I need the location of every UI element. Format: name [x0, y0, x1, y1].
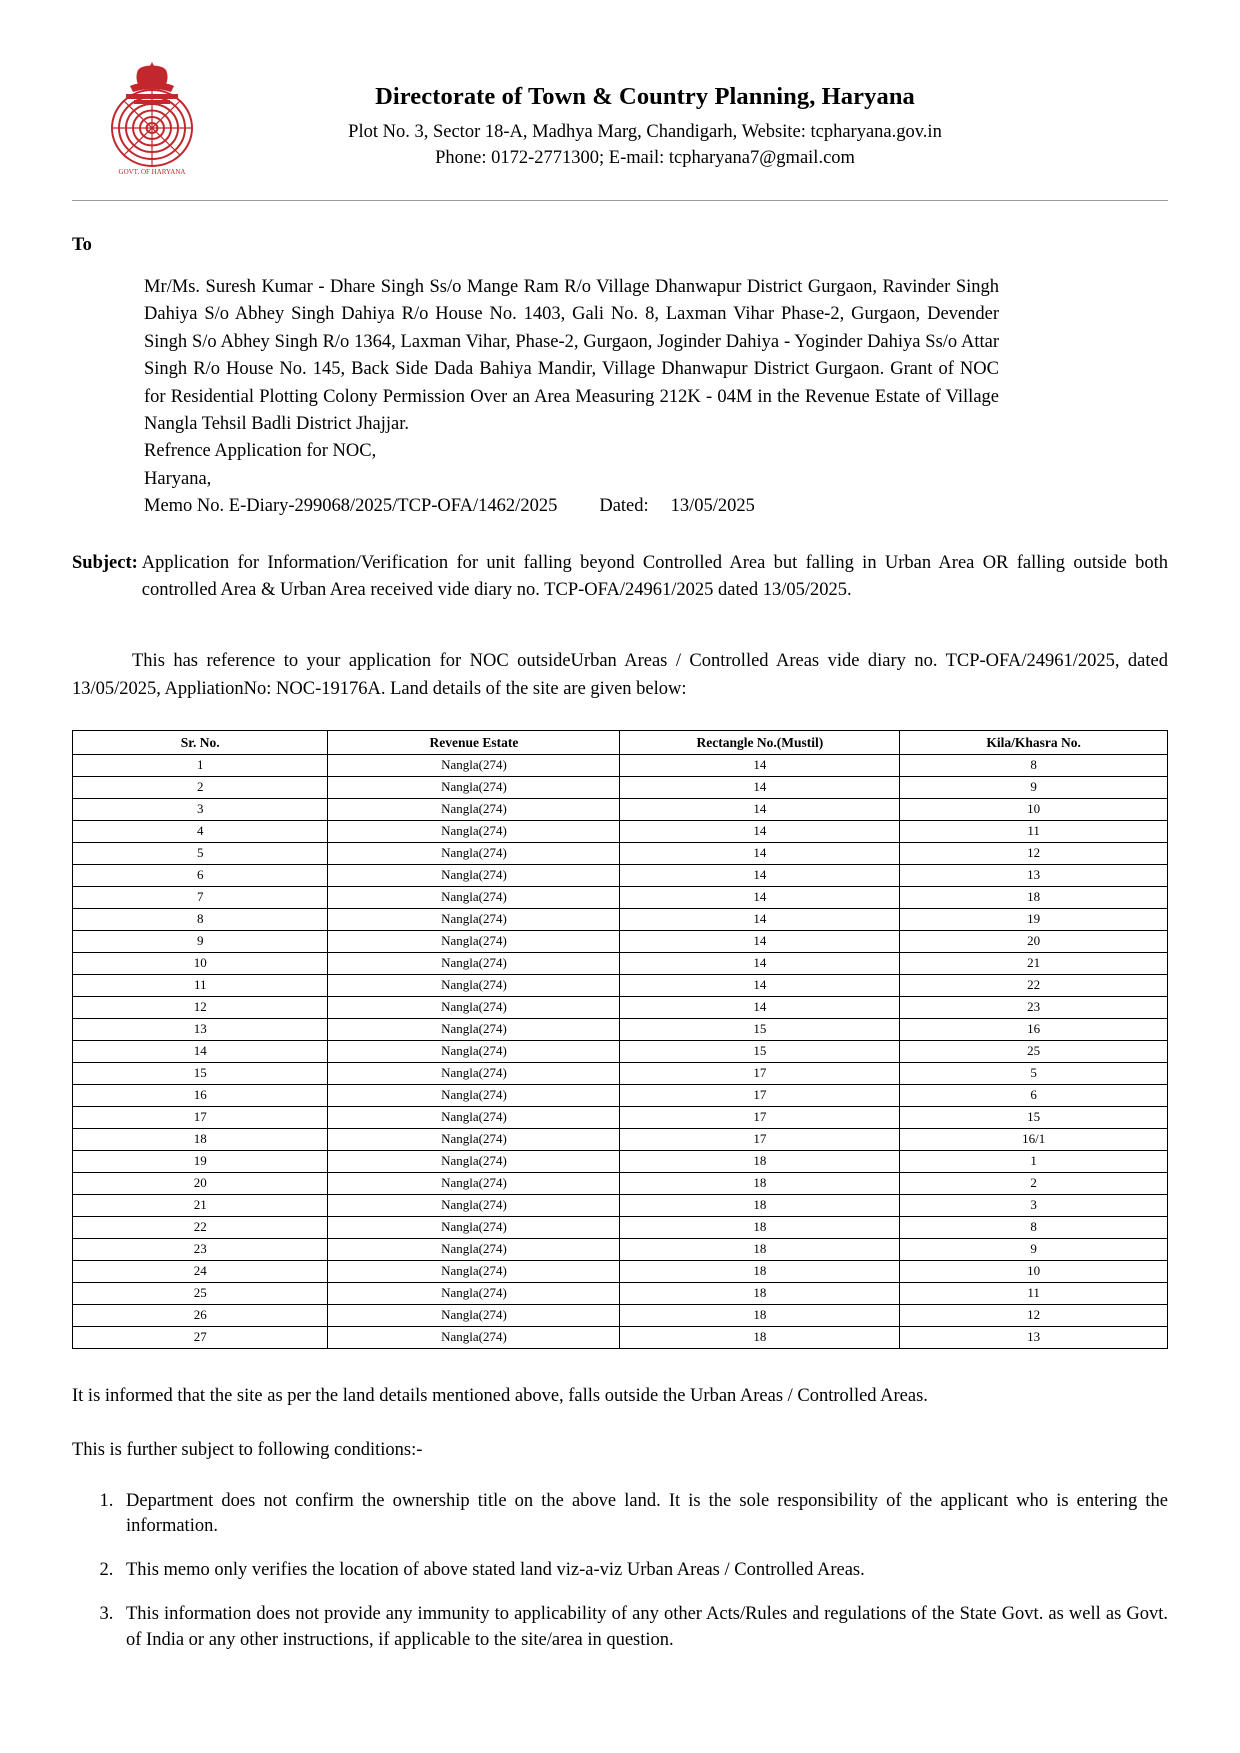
table-cell: Nangla(274) — [328, 997, 620, 1019]
table-cell: Nangla(274) — [328, 975, 620, 997]
table-cell: 18 — [900, 887, 1168, 909]
table-cell: 20 — [73, 1173, 328, 1195]
table-cell: 9 — [900, 1239, 1168, 1261]
table-cell: Nangla(274) — [328, 1107, 620, 1129]
column-header-revenue-estate: Revenue Estate — [328, 730, 620, 755]
column-header-sr-no: Sr. No. — [73, 730, 328, 755]
table-cell: 10 — [73, 953, 328, 975]
memo-number: Memo No. E-Diary-299068/2025/TCP-OFA/1462/2025 — [144, 496, 558, 516]
table-cell: 14 — [620, 887, 900, 909]
table-cell: 22 — [900, 975, 1168, 997]
dated-label: Dated: — [599, 496, 649, 516]
table-cell: Nangla(274) — [328, 1041, 620, 1063]
column-header-kila-khasra-no: Kila/Khasra No. — [900, 730, 1168, 755]
table-row — [73, 997, 1168, 1019]
memo-line — [144, 493, 999, 520]
table-cell: 21 — [900, 953, 1168, 975]
table-cell: Nangla(274) — [328, 1327, 620, 1349]
table-cell: 12 — [900, 843, 1168, 865]
condition-item: 3. This information does not provide any immunity to applicability of any other Acts/Rules and regulations of the State Govt. as well as Govt. of India or any other instructions, if applicable to the site/area in question. — [118, 1602, 1168, 1654]
table-cell: 11 — [73, 975, 328, 997]
table-row — [73, 1063, 1168, 1085]
table-cell: Nangla(274) — [328, 1239, 620, 1261]
svg-text:GOVT. OF HARYANA: GOVT. OF HARYANA — [118, 168, 186, 176]
organization-contact: Phone: 0172-2771300; E-mail: tcpharyana7@gmail.com — [435, 148, 855, 169]
addressee-block — [144, 274, 999, 520]
header-divider — [72, 200, 1168, 201]
state-emblem-icon — [92, 52, 212, 178]
table-row — [73, 799, 1168, 821]
table-cell: 26 — [73, 1305, 328, 1327]
table-cell: 25 — [73, 1283, 328, 1305]
table-cell: Nangla(274) — [328, 1173, 620, 1195]
table-cell: 17 — [620, 1129, 900, 1151]
table-header-row — [73, 730, 1168, 755]
table-cell: 17 — [620, 1063, 900, 1085]
dated-value: 13/05/2025 — [670, 496, 755, 516]
table-cell: 24 — [73, 1261, 328, 1283]
organization-title: Directorate of Town & Country Planning, Haryana — [375, 83, 915, 110]
table-cell: 7 — [73, 887, 328, 909]
table-cell: 18 — [620, 1239, 900, 1261]
table-row — [73, 843, 1168, 865]
subject-text: Application for Information/Verification for unit falling beyond Controlled Area but falling in Urban Area OR falling outside both controlled Area & Urban Area received vide diary no. TCP-OFA/24961/2025 dated 13/05/2025. — [141, 553, 1168, 601]
table-cell: 18 — [73, 1129, 328, 1151]
after-table-note: It is informed that the site as per the land details mentioned above, falls outside the Urban Areas / Controlled Areas. — [72, 1386, 928, 1407]
table-row — [73, 1041, 1168, 1063]
table-cell: 12 — [73, 997, 328, 1019]
table-row — [73, 1107, 1168, 1129]
table-cell: Nangla(274) — [328, 799, 620, 821]
table-cell: 14 — [620, 931, 900, 953]
table-cell: Nangla(274) — [328, 1085, 620, 1107]
table-row — [73, 1173, 1168, 1195]
table-row — [73, 1151, 1168, 1173]
header-text-block — [212, 52, 1168, 172]
table-row — [73, 1305, 1168, 1327]
table-row — [73, 1085, 1168, 1107]
table-cell: 3 — [900, 1195, 1168, 1217]
table-row — [73, 865, 1168, 887]
table-cell: 18 — [620, 1151, 900, 1173]
table-cell: Nangla(274) — [328, 1019, 620, 1041]
table-row — [73, 1283, 1168, 1305]
table-cell: 20 — [900, 931, 1168, 953]
table-cell: Nangla(274) — [328, 1129, 620, 1151]
table-row — [73, 1019, 1168, 1041]
table-row — [73, 821, 1168, 843]
table-cell: 13 — [900, 865, 1168, 887]
table-cell: 11 — [900, 821, 1168, 843]
table-cell: 14 — [620, 755, 900, 777]
table-cell: 2 — [73, 777, 328, 799]
table-cell: 4 — [73, 821, 328, 843]
table-cell: 6 — [900, 1085, 1168, 1107]
table-cell: 27 — [73, 1327, 328, 1349]
subject-row — [72, 550, 1168, 604]
table-cell: 1 — [900, 1151, 1168, 1173]
table-cell: 22 — [73, 1217, 328, 1239]
table-cell: 19 — [73, 1151, 328, 1173]
table-cell: 14 — [620, 953, 900, 975]
table-cell: Nangla(274) — [328, 1217, 620, 1239]
table-cell: 3 — [73, 799, 328, 821]
table-cell: 14 — [620, 799, 900, 821]
table-row — [73, 1239, 1168, 1261]
to-label: To — [72, 235, 92, 255]
table-cell: 14 — [73, 1041, 328, 1063]
table-cell: 5 — [900, 1063, 1168, 1085]
table-row — [73, 1217, 1168, 1239]
table-cell: 18 — [620, 1283, 900, 1305]
table-row — [73, 953, 1168, 975]
table-cell: Nangla(274) — [328, 1261, 620, 1283]
table-cell: Nangla(274) — [328, 755, 620, 777]
table-cell: 8 — [900, 1217, 1168, 1239]
table-row — [73, 755, 1168, 777]
organization-address: Plot No. 3, Sector 18-A, Madhya Marg, Chandigarh, Website: tcpharyana.gov.in — [348, 121, 942, 142]
table-cell: 16 — [73, 1085, 328, 1107]
table-cell: 15 — [900, 1107, 1168, 1129]
table-cell: 1 — [73, 755, 328, 777]
land-details-table — [72, 730, 1168, 1350]
table-cell: 13 — [73, 1019, 328, 1041]
table-cell: 25 — [900, 1041, 1168, 1063]
table-cell: 17 — [620, 1085, 900, 1107]
table-cell: 11 — [900, 1283, 1168, 1305]
table-cell: Nangla(274) — [328, 931, 620, 953]
table-cell: 9 — [900, 777, 1168, 799]
table-row — [73, 887, 1168, 909]
reference-line: Refrence Application for NOC, — [144, 441, 377, 462]
column-header-rectangle-no: Rectangle No.(Mustil) — [620, 730, 900, 755]
table-cell: Nangla(274) — [328, 953, 620, 975]
table-cell: Nangla(274) — [328, 1063, 620, 1085]
table-cell: 15 — [620, 1019, 900, 1041]
table-cell: 14 — [620, 997, 900, 1019]
table-cell: 5 — [73, 843, 328, 865]
table-cell: 23 — [73, 1239, 328, 1261]
table-cell: 6 — [73, 865, 328, 887]
table-cell: 10 — [900, 1261, 1168, 1283]
document-header — [72, 40, 1168, 178]
table-cell: Nangla(274) — [328, 1151, 620, 1173]
table-cell: 14 — [620, 821, 900, 843]
table-cell: 13 — [900, 1327, 1168, 1349]
table-cell: 17 — [620, 1107, 900, 1129]
table-cell: 10 — [900, 799, 1168, 821]
table-row — [73, 931, 1168, 953]
table-cell: 18 — [620, 1305, 900, 1327]
table-cell: 8 — [900, 755, 1168, 777]
table-cell: 14 — [620, 975, 900, 997]
table-cell: Nangla(274) — [328, 909, 620, 931]
table-row — [73, 1195, 1168, 1217]
state-line: Haryana, — [144, 468, 212, 489]
table-row — [73, 1129, 1168, 1151]
table-row — [73, 909, 1168, 931]
table-cell: 15 — [73, 1063, 328, 1085]
table-row — [73, 1261, 1168, 1283]
subject-label: Subject: — [72, 553, 138, 574]
table-cell: 12 — [900, 1305, 1168, 1327]
condition-item: 1. Department does not confirm the ownership title on the above land. It is the sole responsibility of the applicant who is entering the information. — [118, 1489, 1168, 1541]
table-cell: Nangla(274) — [328, 1305, 620, 1327]
table-cell: 14 — [620, 843, 900, 865]
conditions-list — [72, 1489, 1168, 1654]
table-cell: 17 — [73, 1107, 328, 1129]
table-cell: 18 — [620, 1173, 900, 1195]
table-cell: 21 — [73, 1195, 328, 1217]
table-cell: Nangla(274) — [328, 843, 620, 865]
table-cell: 15 — [620, 1041, 900, 1063]
condition-item: 2. This memo only verifies the location of above stated land viz-a-viz Urban Areas / Controlled Areas. — [118, 1558, 1168, 1584]
table-cell: 9 — [73, 931, 328, 953]
body-paragraph: This has reference to your application for NOC outsideUrban Areas / Controlled Areas vide diary no. TCP-OFA/24961/2025, dated 13/05/2025, AppliationNo: NOC-19176A. Land details of the site are given below: — [72, 651, 1168, 699]
table-cell: 16/1 — [900, 1129, 1168, 1151]
table-cell: Nangla(274) — [328, 1195, 620, 1217]
table-cell: 18 — [620, 1195, 900, 1217]
table-cell: Nangla(274) — [328, 887, 620, 909]
table-cell: 16 — [900, 1019, 1168, 1041]
table-cell: 18 — [620, 1261, 900, 1283]
table-cell: 2 — [900, 1173, 1168, 1195]
table-cell: 23 — [900, 997, 1168, 1019]
table-cell: 18 — [620, 1327, 900, 1349]
table-cell: 18 — [620, 1217, 900, 1239]
table-cell: 14 — [620, 777, 900, 799]
addressee-paragraph: Mr/Ms. Suresh Kumar - Dhare Singh Ss/o Mange Ram R/o Village Dhanwapur District Gurgaon, Ravinder Singh Dahiya S/o Abhey Singh Dahiya R/o House No. 1403, Gali No. 8, Laxman Vihar Phase-2, Gurgaon, Devender Singh S/o Abhey Singh R/o 1364, Laxman Vihar, Phase-2, Gurgaon, Joginder Dahiya - Yoginder Dahiya Ss/o Attar Singh R/o House No. 145, Back Side Dada Bahiya Mandir, Village Dhanwapur District Gurgaon. Grant of NOC for Residential Plotting Colony Permission Over an Area Measuring 212K - 04M in the Revenue Estate of Village Nangla Tehsil Badli District Jhajjar. — [144, 277, 999, 434]
table-cell: 14 — [620, 909, 900, 931]
table-cell: Nangla(274) — [328, 865, 620, 887]
table-row — [73, 777, 1168, 799]
table-cell: 19 — [900, 909, 1168, 931]
table-row — [73, 975, 1168, 997]
conditions-intro: This is further subject to following conditions:- — [72, 1439, 423, 1460]
table-cell: 8 — [73, 909, 328, 931]
table-cell: Nangla(274) — [328, 777, 620, 799]
table-row — [73, 1327, 1168, 1349]
table-cell: Nangla(274) — [328, 821, 620, 843]
table-cell: 14 — [620, 865, 900, 887]
table-cell: Nangla(274) — [328, 1283, 620, 1305]
